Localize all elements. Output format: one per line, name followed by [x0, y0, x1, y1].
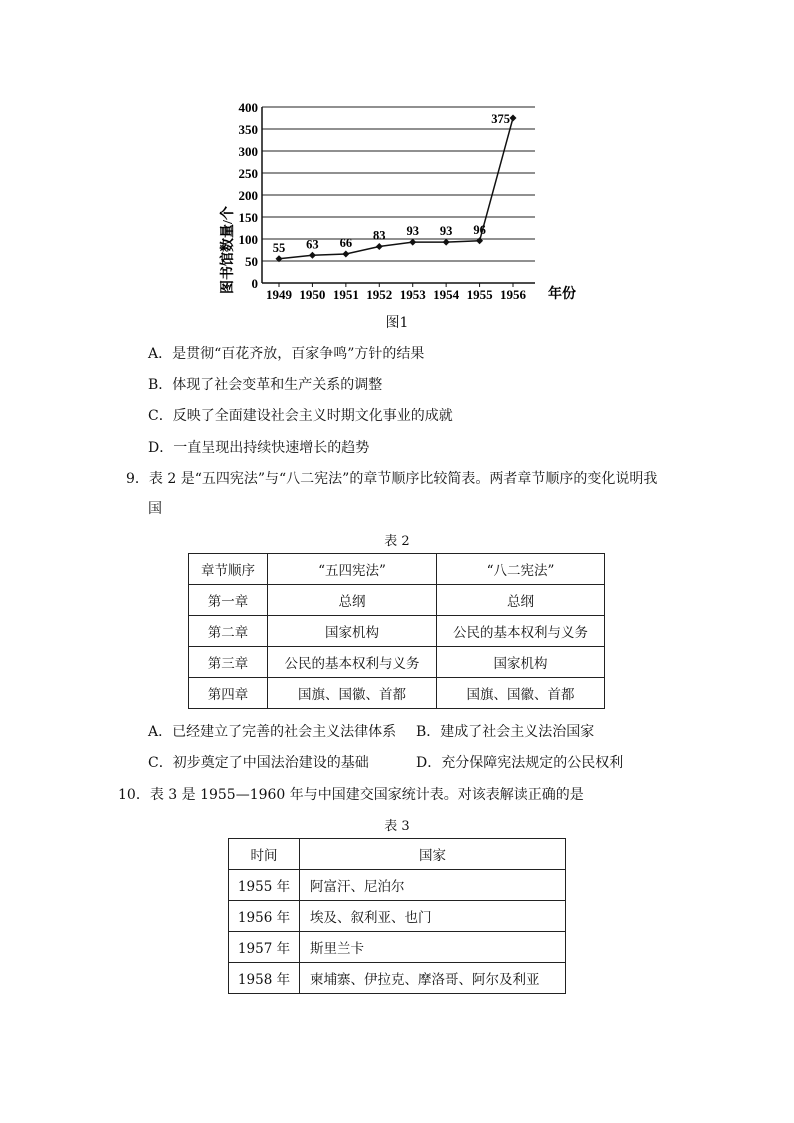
table-row — [229, 901, 566, 932]
table-row — [189, 554, 605, 585]
table-cell: 总纲 — [437, 585, 605, 616]
q9-option-a: A．已经建立了完善的社会主义法律体系 — [148, 724, 397, 740]
data-label: 93 — [406, 224, 419, 239]
data-label: 83 — [373, 228, 386, 243]
table-cell: 第三章 — [189, 647, 268, 678]
table-cell: 柬埔寨、伊拉克、摩洛哥、阿尔及利亚 — [300, 963, 566, 994]
table3-caption: 表 3 — [384, 819, 410, 834]
q8-option-b: B．体现了社会变革和生产关系的调整 — [148, 377, 383, 393]
q9-option-d: D．充分保障宪法规定的公民权利 — [416, 755, 624, 771]
y-tick-label: 250 — [238, 166, 258, 181]
table-header: “五四宪法” — [268, 554, 437, 585]
data-point — [443, 239, 450, 246]
table-cell: 第四章 — [189, 678, 268, 709]
library-count-line-chart — [200, 95, 600, 310]
data-label: 375 — [491, 112, 510, 126]
table-cell: 1956 年 — [229, 901, 300, 932]
table-cell: 公民的基本权利与义务 — [437, 616, 605, 647]
x-tick-label: 1952 — [366, 287, 393, 302]
table-row — [189, 585, 605, 616]
x-axis-label: 年份 — [548, 287, 576, 302]
data-label: 55 — [272, 240, 286, 255]
q10-stem: 10．表 3 是 1955—1960 年与中国建交国家统计表。对该表解读正确的是 — [118, 787, 584, 803]
data-label: 93 — [439, 224, 453, 239]
table-row — [229, 870, 566, 901]
data-point — [409, 239, 416, 246]
table-row — [189, 616, 605, 647]
table2-caption: 表 2 — [384, 534, 410, 549]
data-label: 63 — [306, 237, 319, 252]
table-cell: 1955 年 — [229, 870, 300, 901]
table-row — [229, 963, 566, 994]
table-cell: 斯里兰卡 — [300, 932, 566, 963]
table-cell: 总纲 — [268, 585, 437, 616]
y-tick-label: 200 — [238, 188, 258, 203]
table-header: 时间 — [229, 839, 300, 870]
data-point — [376, 243, 383, 250]
data-point — [510, 115, 517, 122]
table-header: 章节顺序 — [189, 554, 268, 585]
table-cell: 国家机构 — [437, 647, 605, 678]
data-point — [342, 250, 349, 257]
y-tick-label: 300 — [238, 144, 258, 159]
table-cell: 国家机构 — [268, 616, 437, 647]
table-cell: 第一章 — [189, 585, 268, 616]
x-tick-label: 1954 — [433, 287, 460, 302]
table-row — [229, 932, 566, 963]
table3 — [228, 838, 566, 994]
x-tick-label: 1951 — [332, 287, 359, 302]
x-tick-label: 1956 — [500, 287, 526, 302]
data-label: 66 — [339, 235, 353, 250]
data-label: 96 — [473, 222, 486, 237]
x-tick-label: 1955 — [466, 287, 493, 302]
x-tick-label: 1949 — [266, 287, 292, 302]
figure-caption: 图1 — [385, 315, 409, 331]
table-header: “八二宪法” — [437, 554, 605, 585]
table-cell: 公民的基本权利与义务 — [268, 647, 437, 678]
table2 — [188, 553, 605, 709]
table-row — [229, 839, 566, 870]
y-tick-label: 350 — [238, 122, 258, 137]
table-header: 国家 — [300, 839, 566, 870]
table-cell: 1958 年 — [229, 963, 300, 994]
table-cell: 国旗、国徽、首都 — [437, 678, 605, 709]
q9-option-b: B．建成了社会主义法治国家 — [416, 724, 595, 740]
q9-stem-line1: 9．表 2 是“五四宪法”与“八二宪法”的章节顺序比较简表。两者章节顺序的变化说明我 — [126, 471, 658, 487]
q8-option-c: C．反映了全面建设社会主义时期文化事业的成就 — [148, 408, 453, 424]
table-cell: 第二章 — [189, 616, 268, 647]
y-tick-label: 0 — [251, 276, 258, 291]
x-tick-label: 1953 — [399, 287, 426, 302]
y-axis-label: 图书馆数量/个 — [221, 206, 236, 294]
data-point — [476, 237, 483, 244]
q8-option-d: D．一直呈现出持续快速增长的趋势 — [148, 440, 370, 456]
table-row — [189, 647, 605, 678]
y-tick-label: 100 — [238, 232, 258, 247]
table-row — [189, 678, 605, 709]
q8-option-a: A．是贯彻“百花齐放，百家争鸣”方针的结果 — [148, 346, 425, 362]
table-cell: 1957 年 — [229, 932, 300, 963]
q9-stem-line2: 国 — [148, 501, 162, 517]
data-point — [309, 252, 316, 259]
y-tick-label: 50 — [245, 254, 258, 269]
table-cell: 阿富汗、尼泊尔 — [300, 870, 566, 901]
q9-option-c: C．初步奠定了中国法治建设的基础 — [148, 755, 369, 771]
y-tick-label: 150 — [238, 210, 258, 225]
table-cell: 埃及、叙利亚、也门 — [300, 901, 566, 932]
x-tick-label: 1950 — [299, 287, 326, 302]
table-cell: 国旗、国徽、首都 — [268, 678, 437, 709]
y-tick-label: 400 — [238, 100, 258, 115]
